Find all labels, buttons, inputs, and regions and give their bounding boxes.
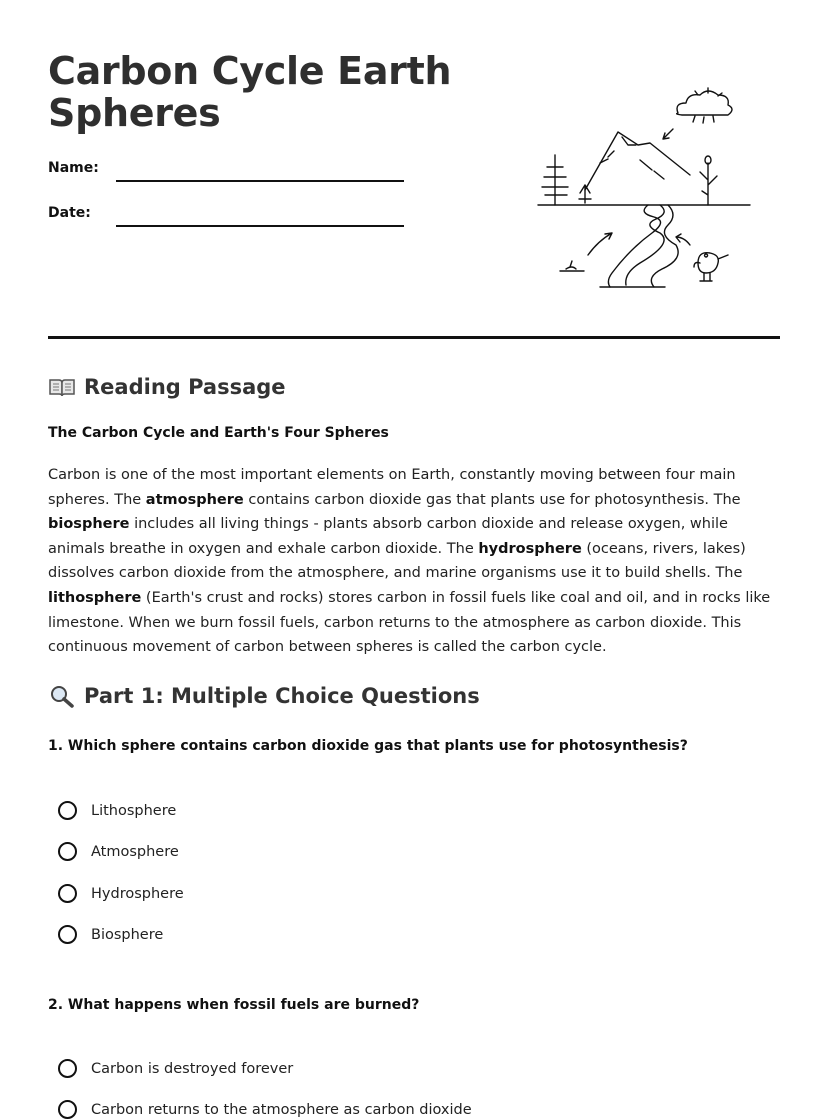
radio-button[interactable]	[58, 801, 77, 820]
passage-text: (oceans, rivers, lakes) dissolves carbon dioxide from the atmosphere, and marine organisms use it to build shells. The	[48, 540, 746, 582]
part1-heading	[48, 684, 480, 708]
passage-text: includes all living things - plants absorb carbon dioxide and release oxygen, while animals breathe in oxygen and exhale carbon dioxide. The	[48, 516, 728, 557]
part1-title: Part 1: Multiple Choice Questions	[84, 684, 480, 708]
option-label: Carbon returns to the atmosphere as carbon dioxide	[91, 1101, 472, 1118]
q2-option-destroyed[interactable]	[58, 1059, 293, 1078]
term-atmosphere: atmosphere	[145, 491, 244, 508]
reading-passage-heading	[48, 375, 286, 399]
passage-text: contains carbon dioxide gas that plants use for photosynthesis. The	[243, 491, 741, 508]
passage-subtitle: The Carbon Cycle and Earth's Four Spheres	[48, 425, 389, 441]
name-field[interactable]	[116, 180, 404, 182]
option-label: Hydrosphere	[91, 885, 184, 902]
name-label: Name:	[48, 160, 99, 176]
open-book-icon	[48, 375, 76, 399]
carbon-cycle-illustration	[530, 85, 760, 300]
option-label: Lithosphere	[91, 802, 177, 819]
date-label: Date:	[48, 205, 91, 221]
header-divider	[48, 336, 780, 339]
term-lithosphere: lithosphere	[48, 589, 142, 606]
magnifying-glass-icon	[48, 684, 76, 708]
q1-option-hydrosphere[interactable]	[58, 884, 184, 903]
term-biosphere: biosphere	[48, 516, 130, 533]
radio-button[interactable]	[58, 1059, 77, 1078]
passage-text: Carbon is one of the most important elements on Earth, constantly moving between four main spheres. The	[48, 467, 736, 508]
radio-button[interactable]	[58, 884, 77, 903]
radio-button[interactable]	[58, 842, 77, 861]
term-hydrosphere: hydrosphere	[478, 540, 582, 557]
radio-button[interactable]	[58, 925, 77, 944]
q2-option-returns[interactable]	[58, 1100, 472, 1119]
worksheet-title: Carbon Cycle Earth Spheres	[48, 49, 452, 135]
q1-option-biosphere[interactable]	[58, 925, 163, 944]
question-2: 2. What happens when fossil fuels are burned?	[48, 997, 420, 1013]
date-field[interactable]	[116, 225, 404, 227]
q1-option-lithosphere[interactable]	[58, 801, 176, 820]
reading-passage-title: Reading Passage	[84, 375, 286, 399]
q1-option-atmosphere[interactable]	[58, 842, 179, 861]
radio-button[interactable]	[58, 1100, 77, 1119]
option-label: Biosphere	[91, 926, 164, 943]
option-label: Carbon is destroyed forever	[91, 1060, 294, 1077]
option-label: Atmosphere	[91, 843, 179, 860]
reading-passage	[48, 463, 783, 660]
question-1: 1. Which sphere contains carbon dioxide gas that plants use for photosynthesis?	[48, 738, 688, 754]
passage-text: (Earth's crust and rocks) stores carbon in fossil fuels like coal and oil, and in rocks like limestone. When we burn fossil fuels, carbon returns to the atmosphere as carbon dioxide. This continuous movement of carbon between spheres is called the carbon cycle.	[48, 589, 771, 656]
